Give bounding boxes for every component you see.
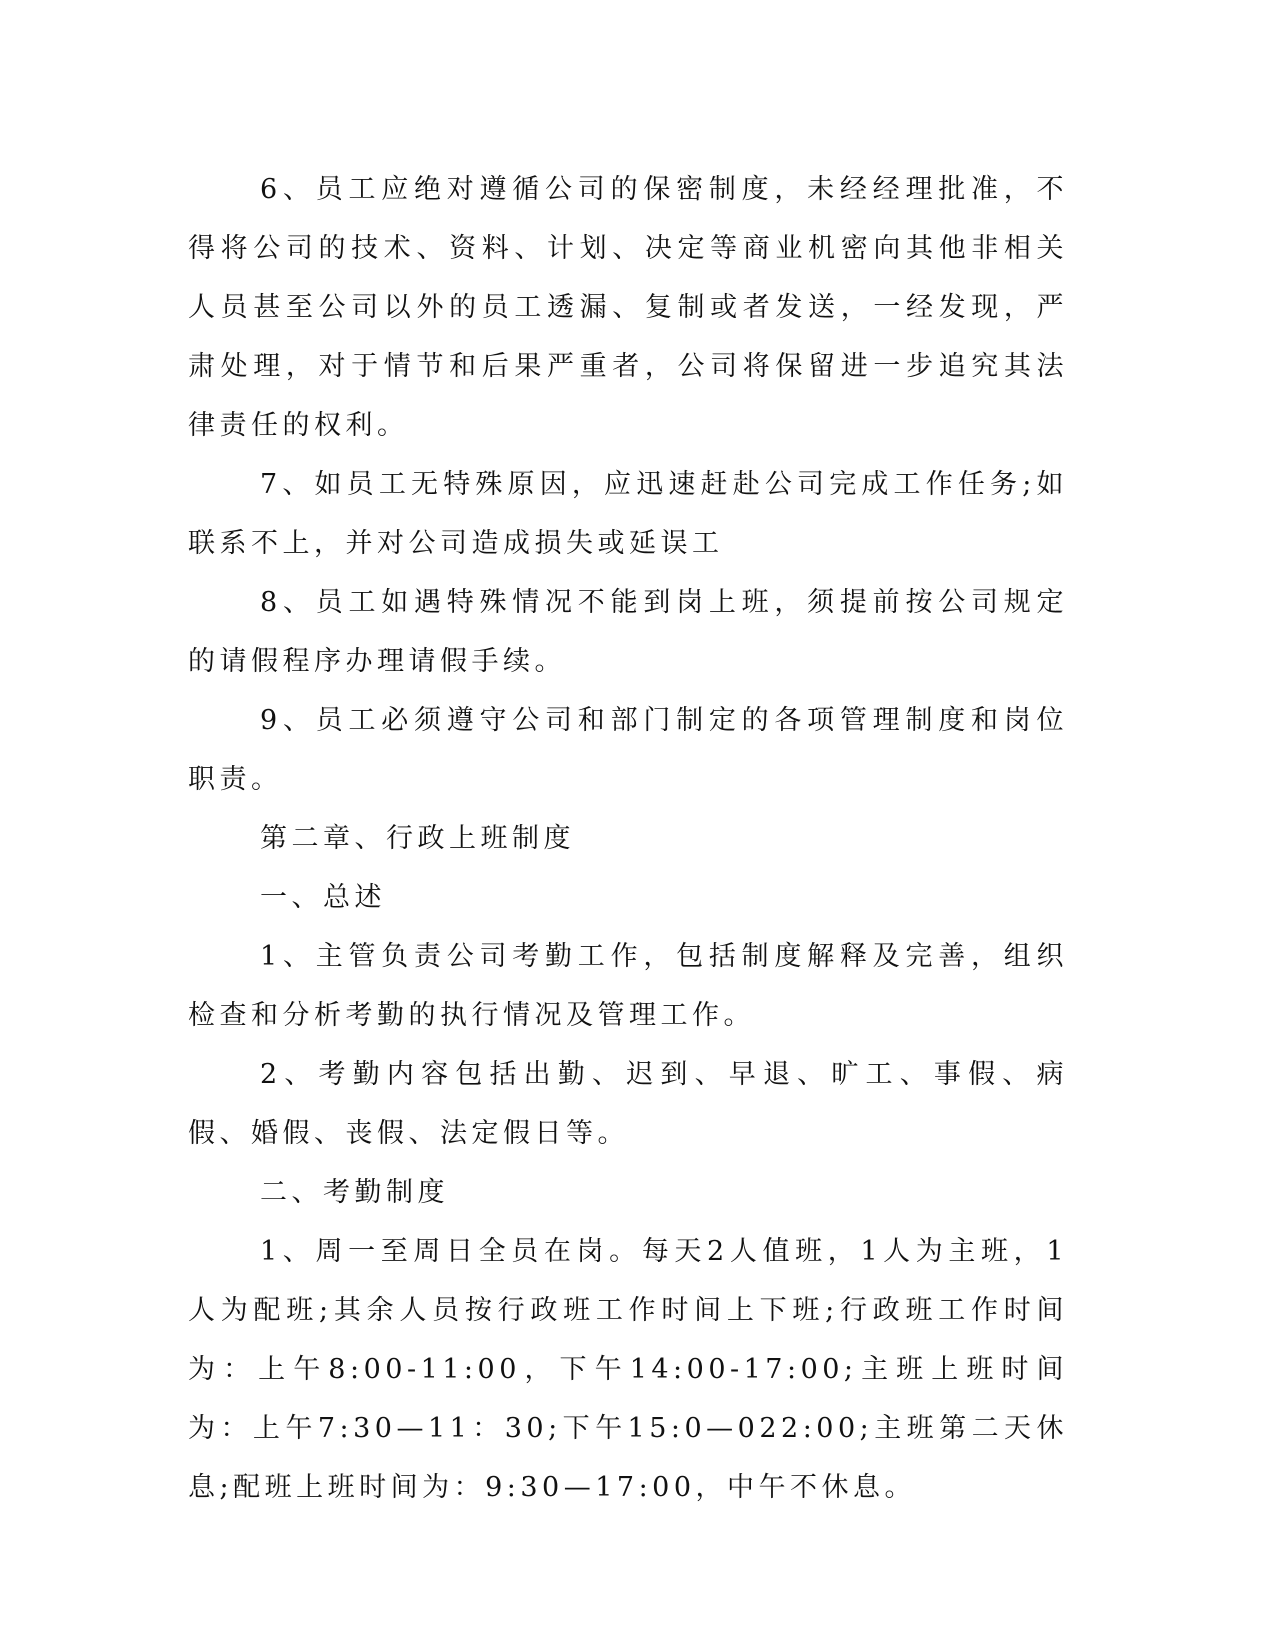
paragraph-unreachable: 7、如员工无特殊原因，应迅速赶赴公司完成工作任务;如联系不上，并对公司造成损失或延误工 (188, 469, 1068, 559)
section-heading-attendance: 二、考勤制度 (260, 1177, 449, 1208)
document-body (188, 160, 1068, 1517)
paragraph-leave-procedure: 8、员工如遇特殊情况不能到岗上班，须提前按公司规定的请假程序办理请假手续。 (188, 587, 1068, 677)
section-heading-overview: 一、总述 (260, 882, 386, 913)
paragraph-attendance-content: 2、考勤内容包括出勤、迟到、早退、旷工、事假、病假、婚假、丧假、法定假日等。 (188, 1059, 1068, 1149)
chapter-heading: 第二章、行政上班制度 (260, 823, 575, 854)
paragraph-confidentiality: 6、员工应绝对遵循公司的保密制度，未经经理批准，不得将公司的技术、资料、计划、决定等商业机密向其他非相关人员甚至公司以外的员工透漏、复制或者发送，一经发现，严肃处理，对于情节和后果严重者，公司将保留进一步追究其法律责任的权利。 (188, 174, 1068, 441)
paragraph-shift-schedule: 1、周一至周日全员在岗。每天2人值班，1人为主班，1人为配班;其余人员按行政班工作时间上下班;行政班工作时间为：上午8:00-11:00，下午14:00-17:00;主班上班时间为：上午7:30—11：30;下午15:0—022:00;主班第二天休息;配班上班时间为：9:30—17:00，中午不休息。 (188, 1236, 1068, 1503)
paragraph-attendance-supervisor: 1、主管负责公司考勤工作，包括制度解释及完善，组织检查和分析考勤的执行情况及管理工作。 (188, 941, 1068, 1031)
paragraph-compliance: 9、员工必须遵守公司和部门制定的各项管理制度和岗位职责。 (188, 705, 1068, 795)
